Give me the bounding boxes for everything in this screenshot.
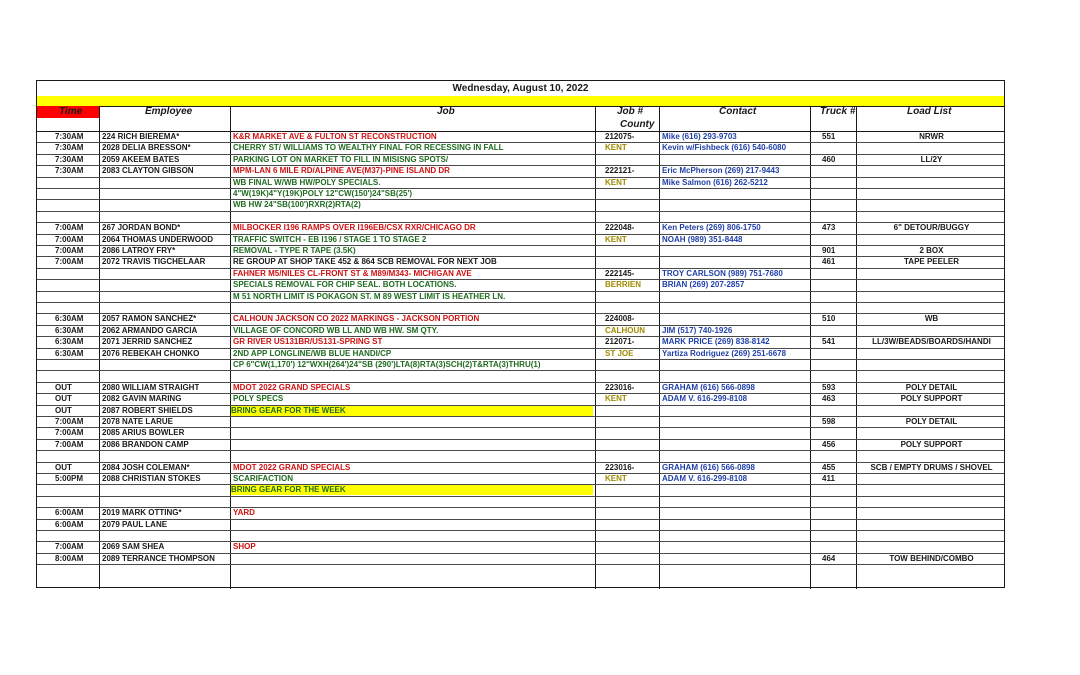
cell-employee: 224 RICH BIEREMA* — [102, 132, 180, 141]
cell-time: 7:00AM — [55, 257, 84, 267]
sheet-title: Wednesday, August 10, 2022 — [37, 81, 1004, 97]
header-job: Job — [437, 106, 455, 117]
cell-job: GR RIVER US131BR/US131-SPRING ST — [233, 337, 383, 347]
cell-truck: 455 — [822, 462, 836, 472]
cell-truck: 510 — [822, 314, 836, 324]
row-divider — [37, 302, 1004, 303]
cell-load: 2 BOX — [919, 246, 944, 255]
cell-job: MILBOCKER I196 RAMPS OVER I196EB/CSX RXR/CHICAGO DR — [233, 223, 476, 233]
cell-employee: 2080 WILLIAM STRAIGHT — [102, 382, 200, 392]
cell-job-no: 212071- — [605, 337, 635, 347]
cell-load: LL/2Y — [920, 154, 943, 164]
cell-job-no: 223016- — [605, 382, 635, 392]
cell-job-no: 223016- — [605, 462, 635, 472]
cell-contact: Yartiza Rodriguez (269) 251-6678 — [662, 348, 787, 358]
cell-contact: MARK PRICE (269) 838-8142 — [662, 337, 770, 347]
cell-contact: GRAHAM (616) 566-0898 — [662, 382, 755, 392]
cell-time: 7:30AM — [55, 166, 84, 176]
cell-time: 8:00AM — [55, 553, 84, 563]
header-contact: Contact — [719, 106, 757, 117]
cell-time: 6:30AM — [55, 314, 84, 324]
cell-time: 7:00AM — [55, 246, 84, 255]
row-divider — [37, 541, 1004, 542]
row-divider — [37, 370, 1004, 371]
cell-job-no: 212075- — [605, 132, 635, 141]
cell-load: POLY SUPPORT — [900, 439, 963, 449]
cell-truck: 464 — [822, 553, 836, 563]
row-divider — [37, 279, 1004, 280]
cell-job: MDOT 2022 GRAND SPECIALS — [233, 382, 351, 392]
cell-time: 6:00AM — [55, 508, 84, 518]
cell-employee: 2028 DELIA BRESSON* — [102, 143, 191, 153]
cell-contact: Eric McPherson (269) 217-9443 — [662, 166, 780, 176]
header-load-list: Load List — [907, 106, 952, 117]
cell-time: 7:00AM — [55, 439, 84, 449]
cell-job: MDOT 2022 GRAND SPECIALS — [233, 462, 351, 472]
cell-employee: 2086 LATROY FRY* — [102, 246, 176, 255]
cell-employee: 2082 GAVIN MARING — [102, 394, 182, 404]
cell-employee: 2071 JERRID SANCHEZ — [102, 337, 193, 347]
cell-time: 7:30AM — [55, 132, 84, 141]
cell-time: 6:00AM — [55, 519, 84, 529]
cell-employee: 2078 NATE LARUE — [102, 417, 173, 426]
cell-job: CP 6"CW(1,170') 12"WXH(264')24"SB (290')LTA(8)RTA(3)SCH(2)T&RTA(3)THRU(1) — [233, 360, 541, 369]
cell-truck: 473 — [822, 223, 836, 233]
cell-load: WB — [924, 314, 939, 324]
cell-job: M 51 NORTH LIMIT IS POKAGON ST. M 89 WEST LIMIT IS HEATHER LN. — [233, 291, 506, 301]
cell-job-no: 222121- — [605, 166, 635, 176]
row-divider — [37, 199, 1004, 200]
cell-employee: 2019 MARK OTTING* — [102, 508, 182, 518]
cell-job-no: ST JOE — [605, 348, 634, 358]
row-divider — [37, 450, 1004, 451]
row-divider — [37, 496, 1004, 497]
cell-employee: 267 JORDAN BOND* — [102, 223, 181, 233]
cell-employee: 2062 ARMANDO GARCIA — [102, 325, 198, 335]
cell-contact: JIM (517) 740-1926 — [662, 325, 733, 335]
cell-employee: 2089 TERRANCE THOMPSON — [102, 553, 215, 563]
header-employee: Employee — [145, 106, 193, 117]
cell-time: 7:30AM — [55, 143, 84, 153]
cell-job: WB FINAL W/WB HW/POLY SPECIALS. — [233, 177, 381, 187]
row-divider — [37, 519, 1004, 520]
row-divider — [37, 211, 1004, 212]
cell-time: 7:30AM — [55, 154, 84, 164]
cell-job: 4"W(19K)4"Y(19K)POLY 12"CW(150')24"SB(25') — [233, 189, 413, 198]
cell-job-no: 222145- — [605, 268, 635, 278]
cell-time: 7:00AM — [55, 428, 84, 438]
cell-job: 2ND APP LONGLINE/WB BLUE HANDI/CP — [233, 348, 392, 358]
cell-time: 7:00AM — [55, 223, 84, 233]
cell-job: FAHNER M5/NILES CL-FRONT ST & M89/M343- MICHIGAN AVE — [233, 268, 472, 278]
row-divider — [37, 177, 1004, 178]
cell-contact: Mike (616) 293-9703 — [662, 132, 737, 141]
cell-job: RE GROUP AT SHOP TAKE 452 & 864 SCB REMOVAL FOR NEXT JOB — [233, 257, 497, 267]
cell-contact: TROY CARLSON (989) 751-7680 — [662, 268, 783, 278]
cell-job: SCARIFACTION — [233, 474, 293, 483]
cell-job-no: CALHOUN — [605, 325, 645, 335]
cell-employee: 2083 CLAYTON GIBSON — [102, 166, 194, 176]
cell-time: 7:00AM — [55, 542, 84, 552]
row-divider — [37, 188, 1004, 189]
cell-time: OUT — [55, 382, 72, 392]
cell-job-no: 222048- — [605, 223, 635, 233]
cell-employee: 2079 PAUL LANE — [102, 519, 168, 529]
cell-truck: 593 — [822, 382, 836, 392]
cell-job-no: KENT — [605, 474, 627, 483]
row-divider — [37, 268, 1004, 269]
cell-job: CHERRY ST/ WILLIAMS TO WEALTHY FINAL FOR RECESSING IN FALL — [233, 143, 504, 153]
cell-contact: BRIAN (269) 207-2857 — [662, 280, 745, 290]
cell-time: OUT — [55, 462, 72, 472]
cell-job: SHOP — [233, 542, 256, 552]
cell-employee: 2064 THOMAS UNDERWOOD — [102, 234, 213, 244]
cell-contact: ADAM V. 616-299-8108 — [662, 394, 748, 404]
cell-employee: 2076 REBEKAH CHONKO — [102, 348, 200, 358]
cell-employee: 2057 RAMON SANCHEZ* — [102, 314, 197, 324]
cell-contact: Ken Peters (269) 806-1750 — [662, 223, 761, 233]
cell-truck: 456 — [822, 439, 836, 449]
schedule-sheet — [36, 80, 1005, 588]
cell-time: OUT — [55, 405, 72, 415]
cell-contact: Kevin w/Fishbeck (616) 540-6080 — [662, 143, 787, 153]
cell-time: OUT — [55, 394, 72, 404]
cell-job: YARD — [233, 508, 255, 518]
cell-contact: NOAH (989) 351-8448 — [662, 234, 743, 244]
cell-truck: 901 — [822, 246, 836, 255]
cell-truck: 463 — [822, 394, 836, 404]
row-divider — [37, 530, 1004, 531]
cell-employee: 2085 ARIUS BOWLER — [102, 428, 185, 438]
cell-time: 6:30AM — [55, 337, 84, 347]
cell-job-no: BERRIEN — [605, 280, 642, 290]
cell-contact: ADAM V. 616-299-8108 — [662, 474, 748, 483]
cell-job: BRING GEAR FOR THE WEEK — [231, 406, 593, 416]
cell-time: 7:00AM — [55, 417, 84, 426]
cell-load: POLY DETAIL — [905, 417, 958, 426]
cell-truck: 541 — [822, 337, 836, 347]
cell-job: TRAFFIC SWITCH - EB I196 / STAGE 1 TO STAGE 2 — [233, 234, 427, 244]
cell-load: 6" DETOUR/BUGGY — [893, 223, 970, 233]
header-job-number: Job # — [617, 106, 644, 117]
cell-job: SPECIALS REMOVAL FOR CHIP SEAL. BOTH LOCATIONS. — [233, 280, 457, 290]
cell-load: TOW BEHIND/COMBO — [889, 553, 974, 563]
cell-load: LL/3W/BEADS/BOARDS/HANDI — [872, 337, 991, 347]
cell-job: POLY SPECS — [233, 394, 284, 404]
cell-truck: 460 — [822, 154, 836, 164]
cell-employee: 2086 BRANDON CAMP — [102, 439, 189, 449]
cell-job: WB HW 24"SB(100')RXR(2)RTA(2) — [233, 200, 361, 210]
cell-job-no: KENT — [605, 143, 627, 153]
cell-job: BRING GEAR FOR THE WEEK — [231, 485, 593, 495]
cell-time: 6:30AM — [55, 325, 84, 335]
cell-load: POLY DETAIL — [905, 382, 958, 392]
cell-time: 5:00PM — [55, 474, 84, 483]
cell-load: NRWR — [919, 132, 944, 141]
cell-job-no: KENT — [605, 234, 627, 244]
header-county: County — [620, 119, 655, 130]
cell-job-no: 224008- — [605, 314, 635, 324]
cell-job: CALHOUN JACKSON CO 2022 MARKINGS - JACKSON PORTION — [233, 314, 480, 324]
cell-truck: 598 — [822, 417, 836, 426]
cell-contact: Mike Salmon (616) 262-5212 — [662, 177, 768, 187]
row-divider — [37, 564, 1004, 565]
cell-job: PARKING LOT ON MARKET TO FILL IN MISISNG SPOTS/ — [233, 154, 449, 164]
cell-job-no: KENT — [605, 177, 627, 187]
cell-load: TAPE PEELER — [904, 257, 959, 267]
header-time: Time — [59, 106, 83, 117]
cell-employee: 2059 AKEEM BATES — [102, 154, 180, 164]
cell-load: SCB / EMPTY DRUMS / SHOVEL — [870, 462, 993, 472]
cell-employee: 2087 ROBERT SHIELDS — [102, 405, 193, 415]
cell-job: K&R MARKET AVE & FULTON ST RECONSTRUCTION — [233, 132, 437, 141]
cell-employee: 2069 SAM SHEA — [102, 542, 165, 552]
cell-job: MPM-LAN 6 MILE RD/ALPINE AVE(M37)-PINE ISLAND DR — [233, 166, 450, 176]
cell-time: 6:30AM — [55, 348, 84, 358]
cell-job: REMOVAL - TYPE R TAPE (3.5K) — [233, 246, 356, 255]
cell-employee: 2084 JOSH COLEMAN* — [102, 462, 190, 472]
cell-job: VILLAGE OF CONCORD WB LL AND WB HW. SM QTY. — [233, 325, 439, 335]
cell-employee: 2088 CHRISTIAN STOKES — [102, 474, 201, 483]
cell-load: POLY SUPPORT — [900, 394, 963, 404]
cell-employee: 2072 TRAVIS TIGCHELAAR — [102, 257, 206, 267]
row-divider — [37, 291, 1004, 292]
cell-contact: GRAHAM (616) 566-0898 — [662, 462, 755, 472]
cell-time: 7:00AM — [55, 234, 84, 244]
row-divider — [37, 507, 1004, 508]
header-truck: Truck # — [820, 106, 856, 117]
cell-truck: 461 — [822, 257, 836, 267]
cell-truck: 551 — [822, 132, 836, 141]
cell-truck: 411 — [822, 474, 835, 483]
cell-job-no: KENT — [605, 394, 627, 404]
